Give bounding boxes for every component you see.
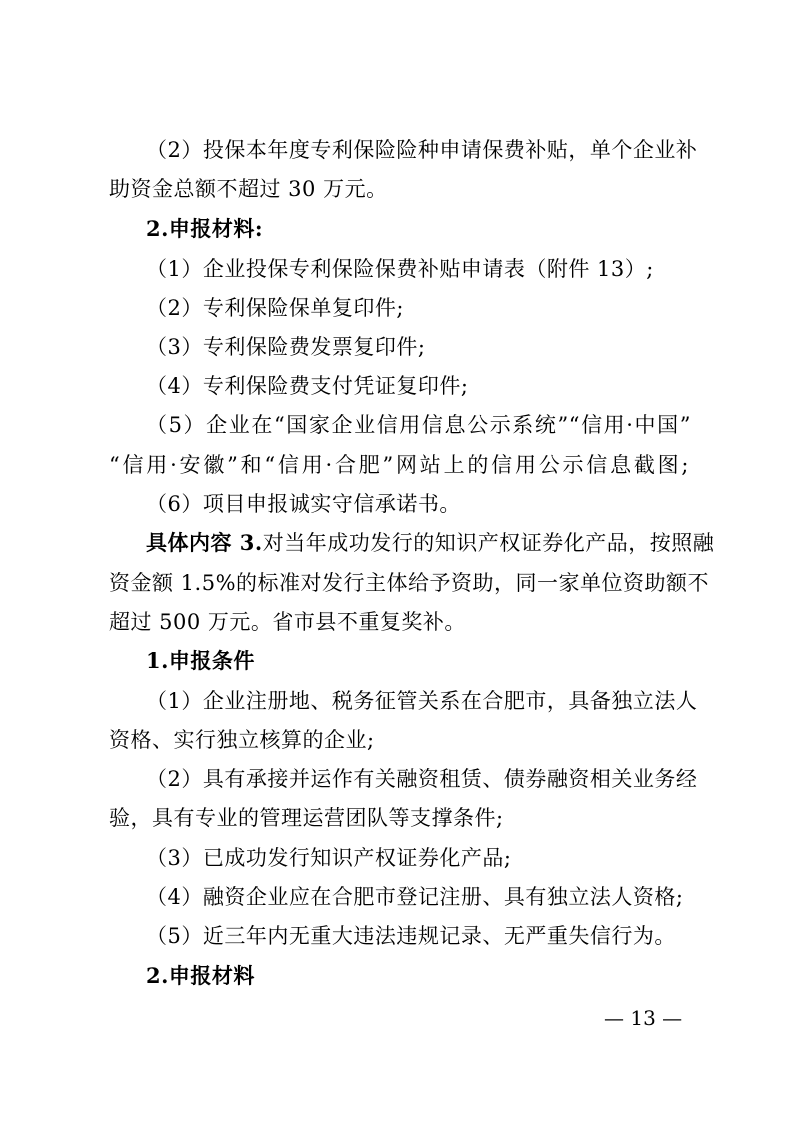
list-item: （1）企业投保专利保险保费补贴申请表（附件 13）; [146, 257, 654, 281]
page-number: — 13 — [604, 1006, 683, 1030]
list-item: （1）企业注册地、税务征管关系在合肥市，具备独立法人 [146, 689, 698, 713]
list-item-continuation: “信用·安徽”和“信用·合肥”网站上的信用公示信息截图; [109, 453, 689, 477]
section-heading: 2.申报材料 [146, 963, 255, 988]
content-paragraph-line [146, 528, 715, 558]
paragraph-line: （2）投保本年度专利保险险种申请保费补贴，单个企业补 [146, 138, 698, 162]
content-label: 具体内容 3. [146, 530, 263, 555]
list-item: （4）融资企业应在合肥市登记注册、具有独立法人资格; [146, 885, 684, 909]
section-heading: 1.申报条件 [146, 648, 255, 673]
list-item: （5）近三年内无重大违法违规记录、无严重失信行为。 [146, 924, 676, 948]
section-heading: 2.申报材料: [146, 216, 264, 241]
paragraph-line: 资金额 1.5%的标准对发行主体给予资助，同一家单位资助额不 [109, 571, 710, 595]
list-item: （3）已成功发行知识产权证券化产品; [146, 846, 512, 870]
paragraph-line: 超过 500 万元。省市县不重复奖补。 [109, 610, 466, 634]
paragraph-line: 助资金总额不超过 30 万元。 [109, 177, 388, 201]
list-item-continuation: 资格、实行独立核算的企业; [109, 728, 375, 752]
list-item: （5）企业在“国家企业信用信息公示系统”“信用·中国” [146, 413, 691, 437]
list-item: （2）具有承接并运作有关融资租赁、债券融资相关业务经 [146, 767, 698, 791]
list-item: （2）专利保险保单复印件; [146, 296, 404, 320]
list-item: （4）专利保险费支付凭证复印件; [146, 374, 469, 398]
list-item-continuation: 验，具有专业的管理运营团队等支撑条件; [109, 806, 504, 830]
list-item: （6）项目申报诚实守信承诺书。 [146, 492, 461, 516]
content-text: 对当年成功发行的知识产权证券化产品，按照融 [262, 531, 715, 555]
list-item: （3）专利保险费发票复印件; [146, 335, 426, 359]
